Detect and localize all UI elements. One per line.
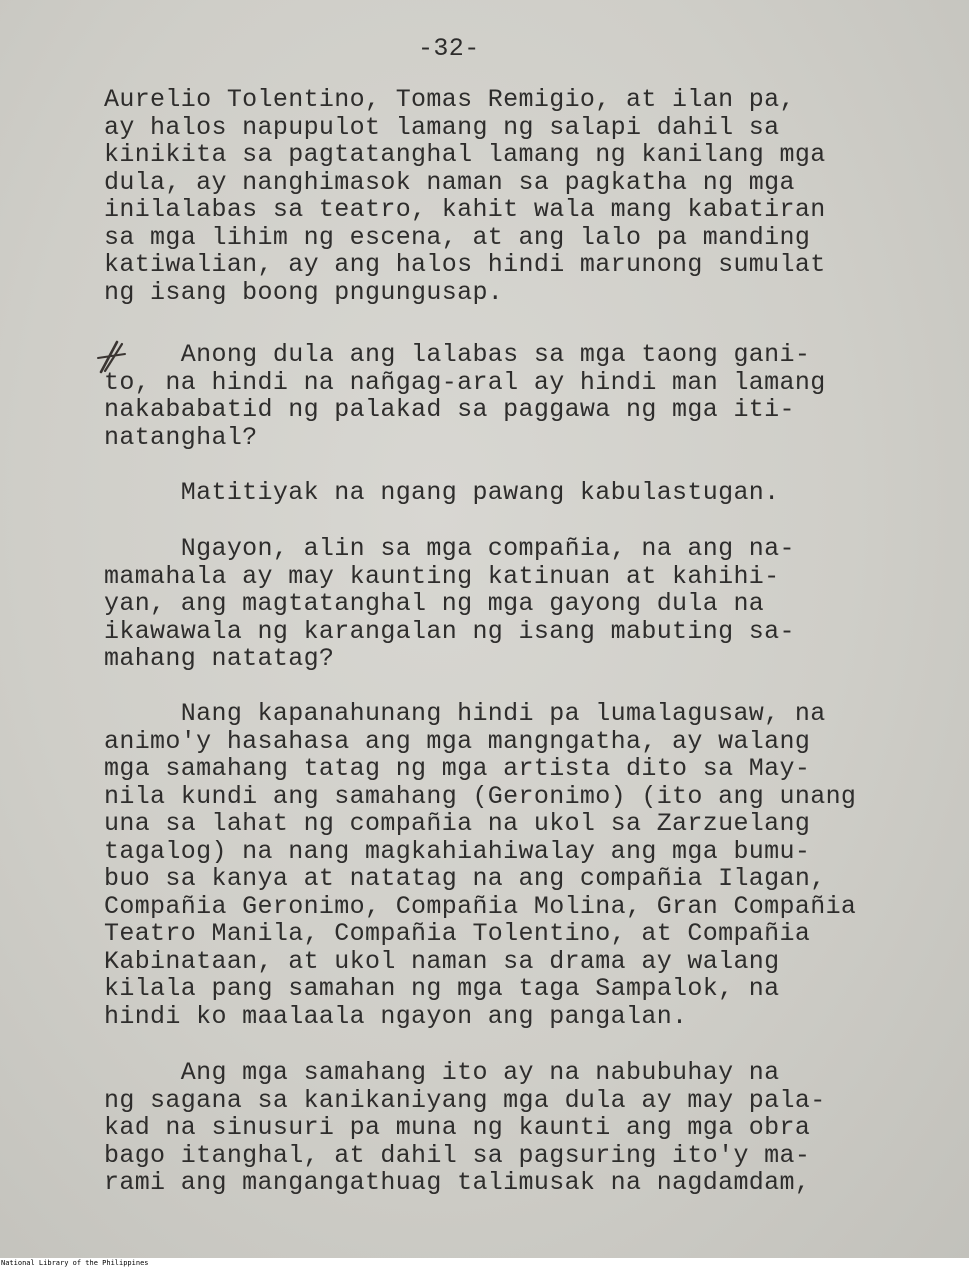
text-line: mahang natatag? [104, 644, 335, 673]
text-line: Teatro Manila, Compañia Tolentino, at Compañia [104, 919, 811, 948]
text-line: Anong dula ang lalabas sa mga taong gani- [104, 340, 811, 369]
text-line: mga samahang tatag ng mga artista dito sa May- [104, 754, 811, 783]
text-line: inilalabas sa teatro, kahit wala mang kabatiran [104, 195, 826, 224]
text-line: Nang kapanahunang hindi pa lumalagusaw, na [104, 699, 826, 728]
text-line: sa mga lihim ng escena, at ang lalo pa manding [104, 222, 811, 252]
paragraph-1 [104, 86, 826, 306]
paragraph-2 [104, 341, 826, 451]
text-line: ay halos napupulot lamang ng salapi dahil sa [104, 112, 780, 142]
page-number: -32- [418, 34, 480, 63]
text-line: ng sagana sa kanikaniyang mga dula ay may pala- [104, 1085, 826, 1115]
paragraph-3 [104, 479, 780, 507]
text-line: to, na hindi na nañgag-aral ay hindi man lamang [104, 367, 826, 397]
text-line: kinikita sa pagtatanghal lamang ng kanilang mga [104, 140, 826, 169]
text-line: animo'y hasahasa ang mga mangngatha, ay walang [104, 726, 811, 756]
text-line: ikawawala ng karangalan ng isang mabuting sa- [104, 616, 795, 646]
text-line: kad na sinusuri pa muna ng kaunti ang mga obra [104, 1113, 811, 1142]
text-line: nila kundi ang samahang (Geronimo) (ito ang unang [104, 781, 857, 811]
paragraph-5 [104, 700, 856, 1030]
text-line: Aurelio Tolentino, Tomas Remigio, at ilan pa, [104, 85, 795, 114]
text-line: katiwalian, ay ang halos hindi marunong sumulat [104, 250, 826, 279]
paragraph-6 [104, 1059, 826, 1197]
text-line: Ang mga samahang ito ay na nabubuhay na [104, 1058, 780, 1087]
footer-credit: National Library of the Philippines [1, 1259, 149, 1267]
text-line: yan, ang magtatanghal ng mga gayong dula na [104, 589, 765, 618]
text-line: Kabinataan, at ukol naman sa drama ay walang [104, 946, 780, 976]
text-line: buo sa kanya at natatag na ang compañia Ilagan, [104, 864, 826, 893]
text-line: nakababatid ng palakad sa paggawa ng mga iti- [104, 395, 795, 424]
text-line: Matitiyak na ngang pawang kabulastugan. [104, 478, 780, 507]
text-line: mamahala ay may kaunting katinuan at kahihi- [104, 561, 780, 591]
text-line: natanghal? [104, 422, 258, 452]
text-line: rami ang mangangathuag talimusak na nagdamdam, [104, 1168, 811, 1197]
text-line: dula, ay nanghimasok naman sa pagkatha ng mga [104, 167, 795, 197]
text-line: kilala pang samahan ng mga taga Sampalok, na [104, 974, 780, 1003]
text-line: Compañia Geronimo, Compañia Molina, Gran Compañia [104, 891, 857, 921]
text-line: Ngayon, alin sa mga compañia, na ang na- [104, 534, 795, 563]
text-line: tagalog) na nang magkahiahiwalay ang mga bumu- [104, 836, 811, 866]
text-line: hindi ko maalaala ngayon ang pangalan. [104, 1001, 688, 1031]
text-line: ng isang boong pngungusap. [104, 277, 504, 307]
text-line: bago itanghal, at dahil sa pagsuring ito'y ma- [104, 1140, 811, 1170]
text-line: una sa lahat ng compañia na ukol sa Zarzuelang [104, 809, 811, 838]
paragraph-4 [104, 535, 795, 673]
